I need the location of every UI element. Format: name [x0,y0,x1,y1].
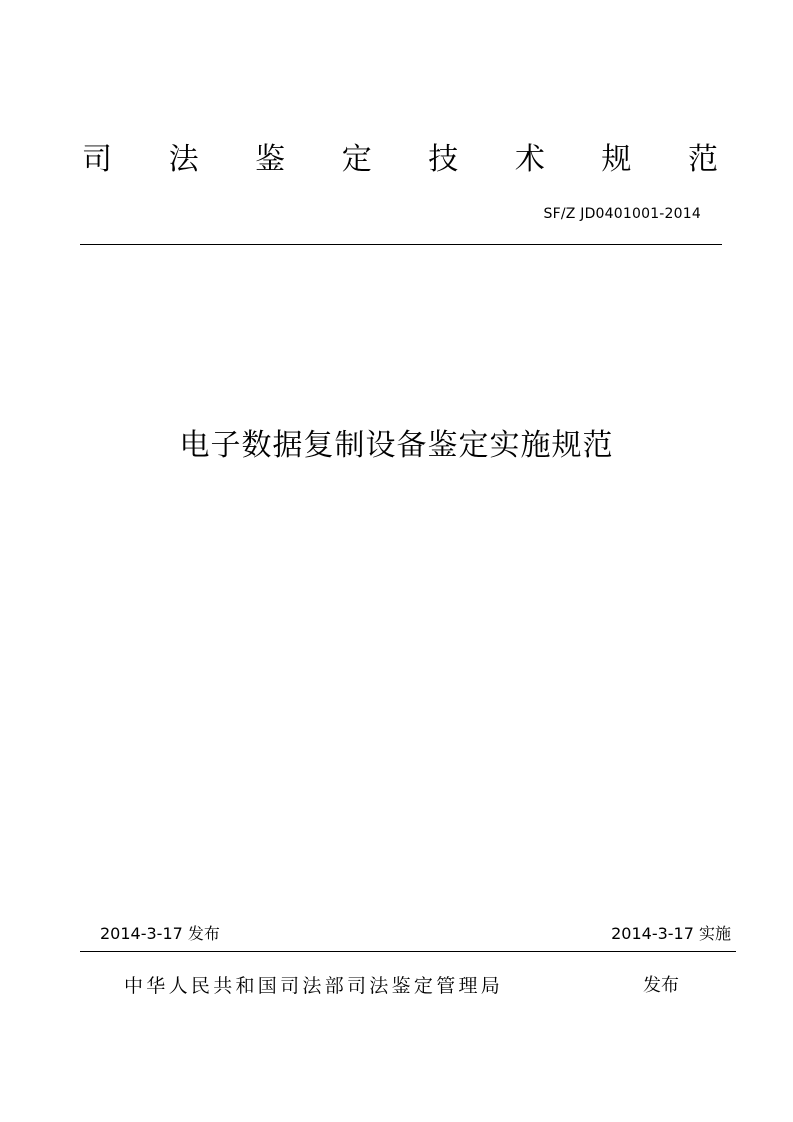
issuing-authority: 中华人民共和国司法部司法鉴定管理局 [124,975,504,997]
footer-divider [80,951,736,952]
effective-date: 2014-3-17 实施 [611,924,731,943]
category-char: 技 [428,142,459,177]
category-char: 范 [687,142,718,177]
category-char: 鉴 [255,142,286,177]
header-divider [80,244,722,245]
category-char: 定 [341,142,372,177]
document-category-heading [80,140,720,180]
category-char: 规 [601,142,632,177]
category-char: 司 [82,142,112,177]
publish-date: 2014-3-17 发布 [100,924,220,943]
document-title: 电子数据复制设备鉴定实施规范 [179,428,614,463]
category-char: 法 [168,142,199,177]
standard-code: SF/Z JD0401001-2014 [543,206,701,222]
issue-label: 发布 [643,975,679,996]
category-char: 术 [514,142,545,177]
